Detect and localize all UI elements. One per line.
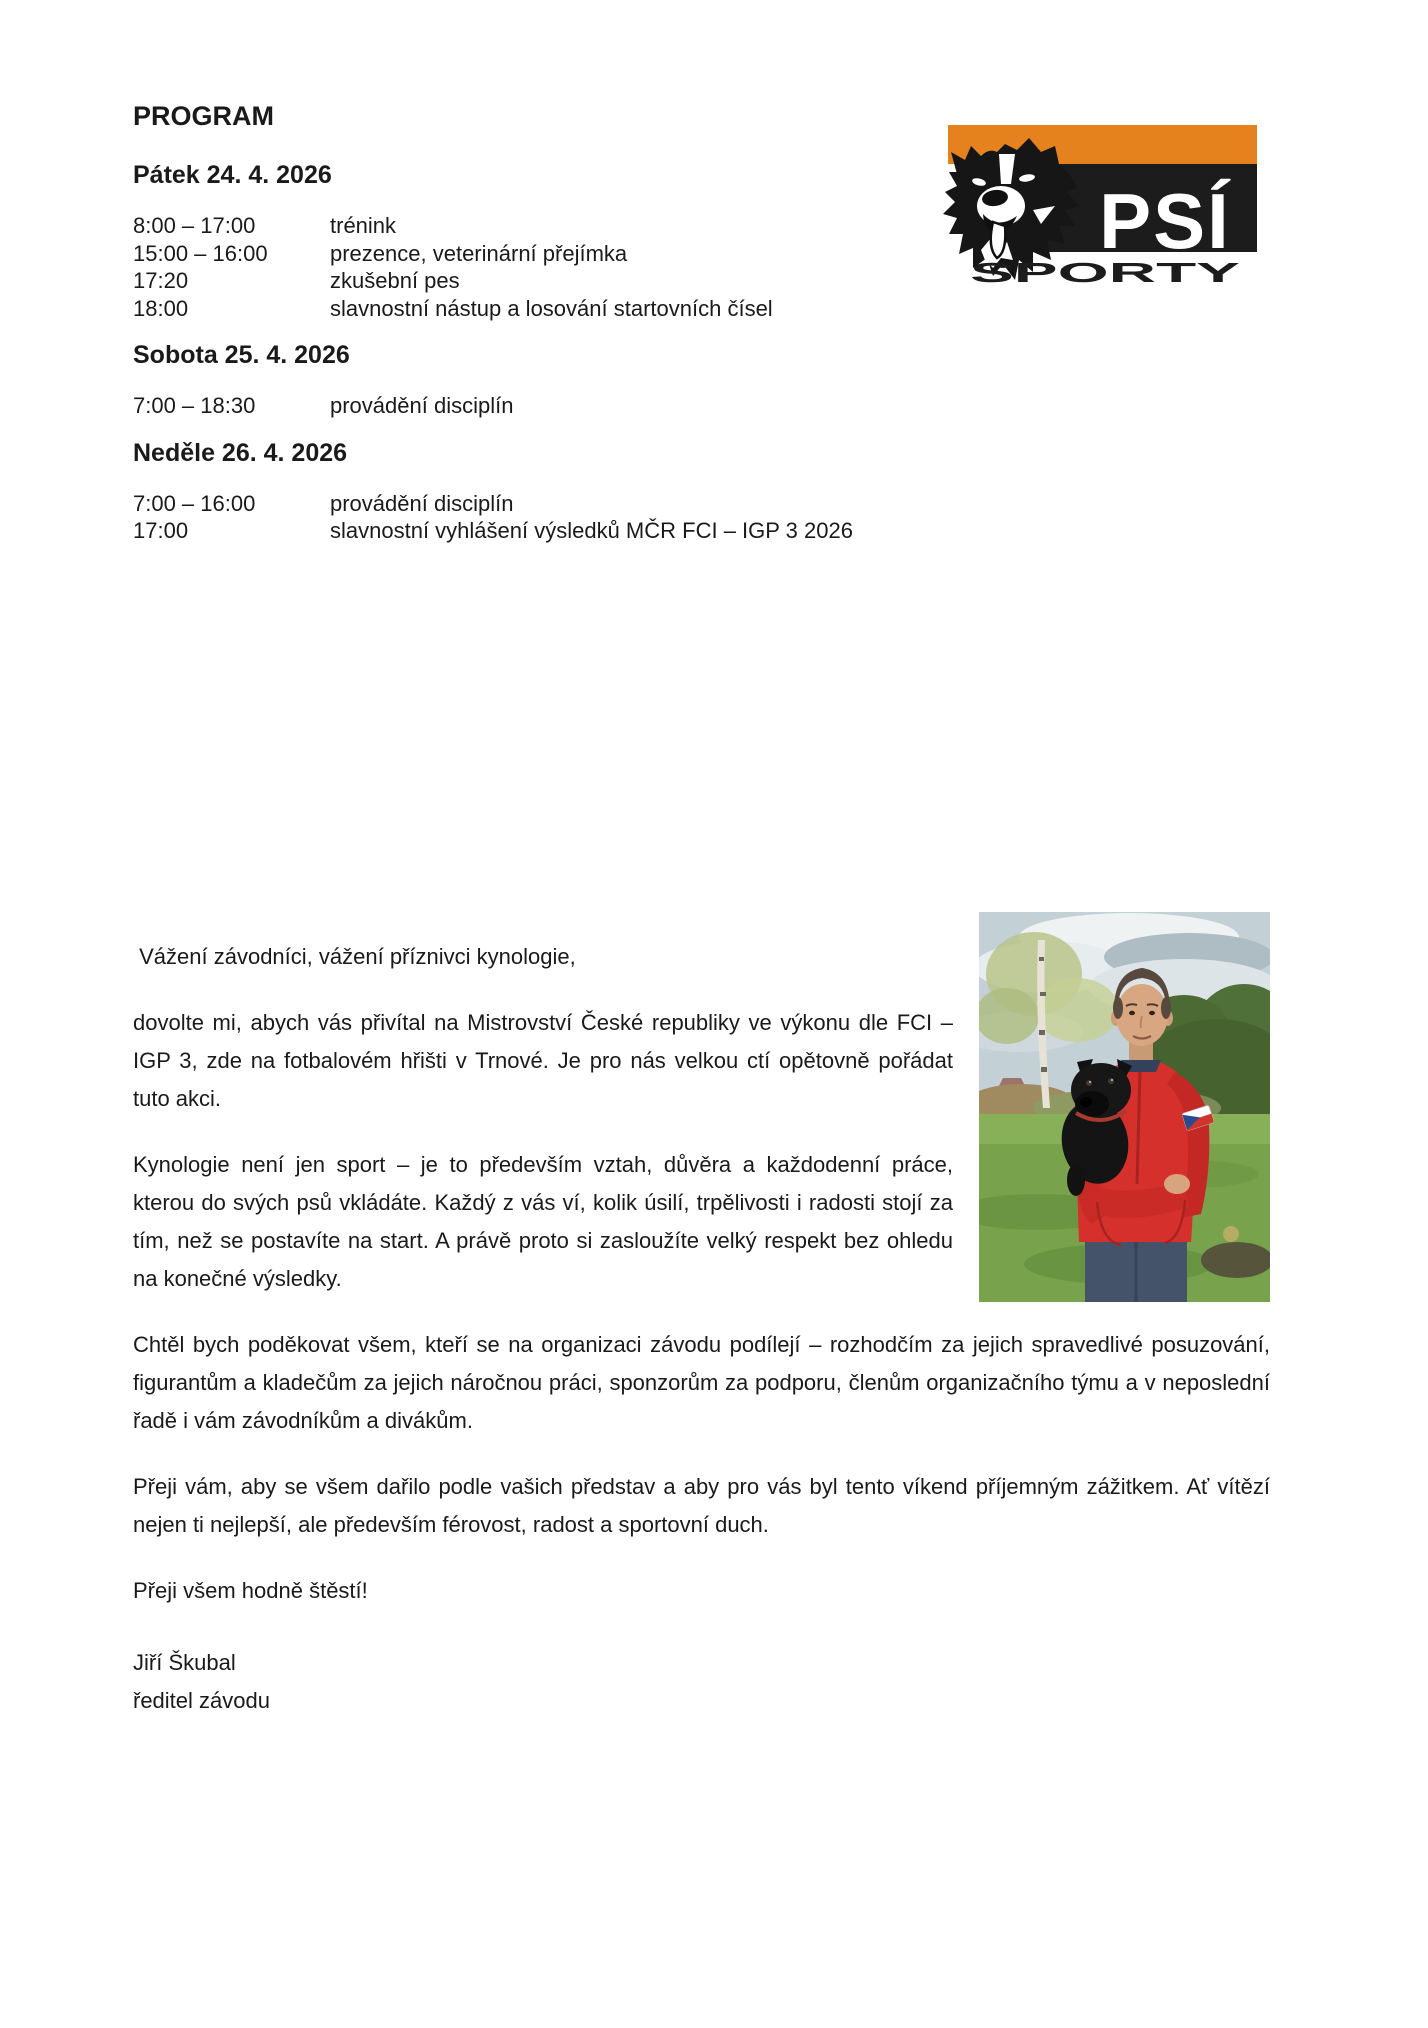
letter-paragraph: dovolte mi, abych vás přivítal na Mistrovství České republiky ve výkonu dle FCI – IGP 3, zde na fotbalovém hřišti v Trnové. Je pro nás velkou ctí opětovně pořádat tuto akci. (133, 1010, 953, 1111)
letter-closing: Přeji všem hodně štěstí! (133, 1578, 368, 1603)
letter-salutation: Vážení závodníci, vážení příznivci kynologie, (133, 944, 576, 969)
schedule-time: 17:20 (133, 268, 189, 293)
schedule-activity: trénink (330, 213, 397, 238)
day-heading-sunday: Neděle 26. 4. 2026 (133, 438, 348, 467)
schedule-activity: zkušební pes (330, 268, 460, 293)
letter-paragraph: Kynologie není jen sport – je to především vztah, důvěra a každodenní práce, kterou do svých psů vkládáte. Každý z vás ví, kolik úsilí, trpělivosti i radosti stojí za tím, než se postavíte na start. A právě proto si zasloužíte velký respekt bez ohledu na konečné výsledky. (133, 1152, 953, 1291)
schedule-row (133, 490, 1013, 518)
schedule-time: 8:00 – 17:00 (133, 213, 256, 238)
schedule-row (133, 212, 1013, 240)
schedule-rows-saturday (133, 392, 1013, 420)
schedule-time: 18:00 (133, 295, 189, 321)
schedule-activity: slavnostní vyhlášení výsledků MČR FCI – IGP 3 2026 (330, 518, 853, 543)
schedule-rows-sunday (133, 490, 1013, 545)
schedule-row (133, 517, 1013, 545)
schedule-activity: prezence, veterinární přejímka (330, 240, 628, 266)
day-heading-friday: Pátek 24. 4. 2026 (133, 161, 332, 189)
schedule-row (133, 267, 1013, 295)
letter-paragraph: Přeji vám, aby se všem dařilo podle vašich představ a aby pro vás byl tento víkend příjemným zážitkem. Ať vítězí nejen ti nejlepší, ale především férovost, radost a sportovní duch. (133, 1474, 1270, 1537)
schedule-section (133, 100, 1013, 563)
welcome-letter (133, 912, 1270, 1720)
schedule-activity: slavnostní nástup a losování startovních čísel (330, 295, 773, 321)
director-photo-graphic (979, 912, 1270, 1302)
page-title: PROGRAM (133, 101, 274, 131)
logo-brand-top-text: PSÍ (1099, 177, 1231, 265)
schedule-row (133, 392, 1013, 420)
logo-brand-bottom-text: SPORTY (970, 257, 1241, 288)
letter-paragraph: Chtěl bych poděkovat všem, kteří se na organizaci závodu podílejí – rozhodčím za jejich spravedlivé posuzování, figurantům a kladečům za jejich náročnou práci, sponzorům za podporu, členům organizačního týmu a v neposlední řadě i vám závodníkům a divákům. (133, 1332, 1270, 1433)
schedule-rows-friday (133, 212, 1013, 322)
signature-block (133, 1644, 1270, 1720)
signature-name: Jiří Škubal (133, 1650, 236, 1675)
director-photo (979, 912, 1270, 1302)
schedule-row (133, 240, 1013, 268)
schedule-activity: provádění disciplín (330, 393, 514, 418)
schedule-time: 7:00 – 16:00 (133, 490, 256, 516)
schedule-time: 7:00 – 18:30 (133, 393, 256, 418)
signature-role: ředitel závodu (133, 1688, 270, 1713)
schedule-time: 17:00 (133, 518, 189, 543)
schedule-row (133, 295, 1013, 323)
schedule-activity: provádění disciplín (330, 490, 514, 516)
schedule-time: 15:00 – 16:00 (133, 240, 268, 266)
day-heading-saturday: Sobota 25. 4. 2026 (133, 341, 350, 369)
